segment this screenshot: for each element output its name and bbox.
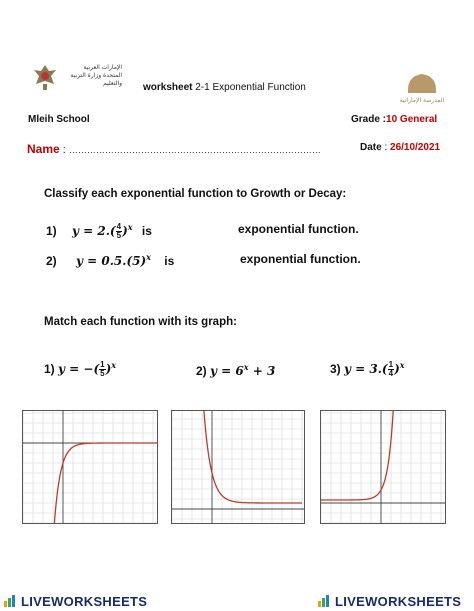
school-logo xyxy=(400,66,444,110)
date-label: Date xyxy=(360,142,382,153)
ministry-name: الإمارات العربية المتحدة وزارة التربية والتعليم xyxy=(70,64,122,87)
match-heading: Match each function with its graph: xyxy=(44,316,237,328)
grid xyxy=(172,411,304,523)
grid xyxy=(23,411,157,523)
match-function-1: 1) y = −( $\frac{1}{5}$ )$^x$ xyxy=(44,360,117,379)
is-label: is xyxy=(164,254,175,268)
name-colon: : xyxy=(59,144,69,156)
graph-a[interactable] xyxy=(22,410,158,524)
liveworksheets-logo-icon xyxy=(4,595,18,607)
name-line xyxy=(27,142,321,156)
curve xyxy=(52,443,158,524)
footer-brand-right: LIVEWORKSHEETS xyxy=(318,594,461,609)
date-colon: : xyxy=(381,142,391,153)
uae-emblem-icon xyxy=(30,62,60,92)
worksheet-title xyxy=(143,82,306,93)
name-label: Name xyxy=(27,142,60,156)
match-function-3: 3) y = 3.( $\frac{1}{4}$ )$^x$ xyxy=(330,360,405,379)
worksheet-title-rest: 2-1 Exponential Function xyxy=(192,82,306,93)
footer-brand-left: LIVEWORKSHEETS xyxy=(4,594,147,609)
curve xyxy=(321,410,395,500)
graph-b[interactable] xyxy=(171,410,305,524)
item-number: 2) xyxy=(46,254,57,268)
graph-c[interactable] xyxy=(320,410,446,524)
classify-heading: Classify each exponential function to Growth or Decay: xyxy=(44,188,347,200)
classify-answer-label-2: exponential function. xyxy=(240,252,361,266)
school-logo-text: المدرسة الإماراتية xyxy=(400,97,444,104)
date-value: 26/10/2021 xyxy=(390,142,441,153)
function-lhs: y = 2.( xyxy=(72,224,116,238)
function-lhs: y = 0.5.(5) xyxy=(76,254,147,268)
grade xyxy=(351,114,437,125)
classify-item-1: 1) y = 2.( $\frac{4}{5}$ )$^x$ is xyxy=(46,222,152,241)
classify-answer-label-1: exponential function. xyxy=(238,222,359,236)
classify-item-2: 2) $y = 0.5.(5)^x$ is xyxy=(46,252,175,268)
grade-value: 10 General xyxy=(386,114,438,125)
match-function-2: 2) $y = 6^x + 3$ xyxy=(196,362,276,378)
worksheet-title-bold: worksheet xyxy=(143,82,193,93)
school-name: Mleih School xyxy=(28,114,90,125)
item-number: 1) xyxy=(46,224,57,238)
grade-label: Grade : xyxy=(351,114,387,125)
liveworksheets-logo-icon xyxy=(318,595,332,607)
fraction: $\frac{4}{5}$ xyxy=(116,222,122,241)
date xyxy=(360,142,440,153)
grid xyxy=(321,411,445,523)
name-input-dots[interactable]: ………………………………………………………………………… xyxy=(68,145,321,155)
is-label: is xyxy=(141,224,152,238)
